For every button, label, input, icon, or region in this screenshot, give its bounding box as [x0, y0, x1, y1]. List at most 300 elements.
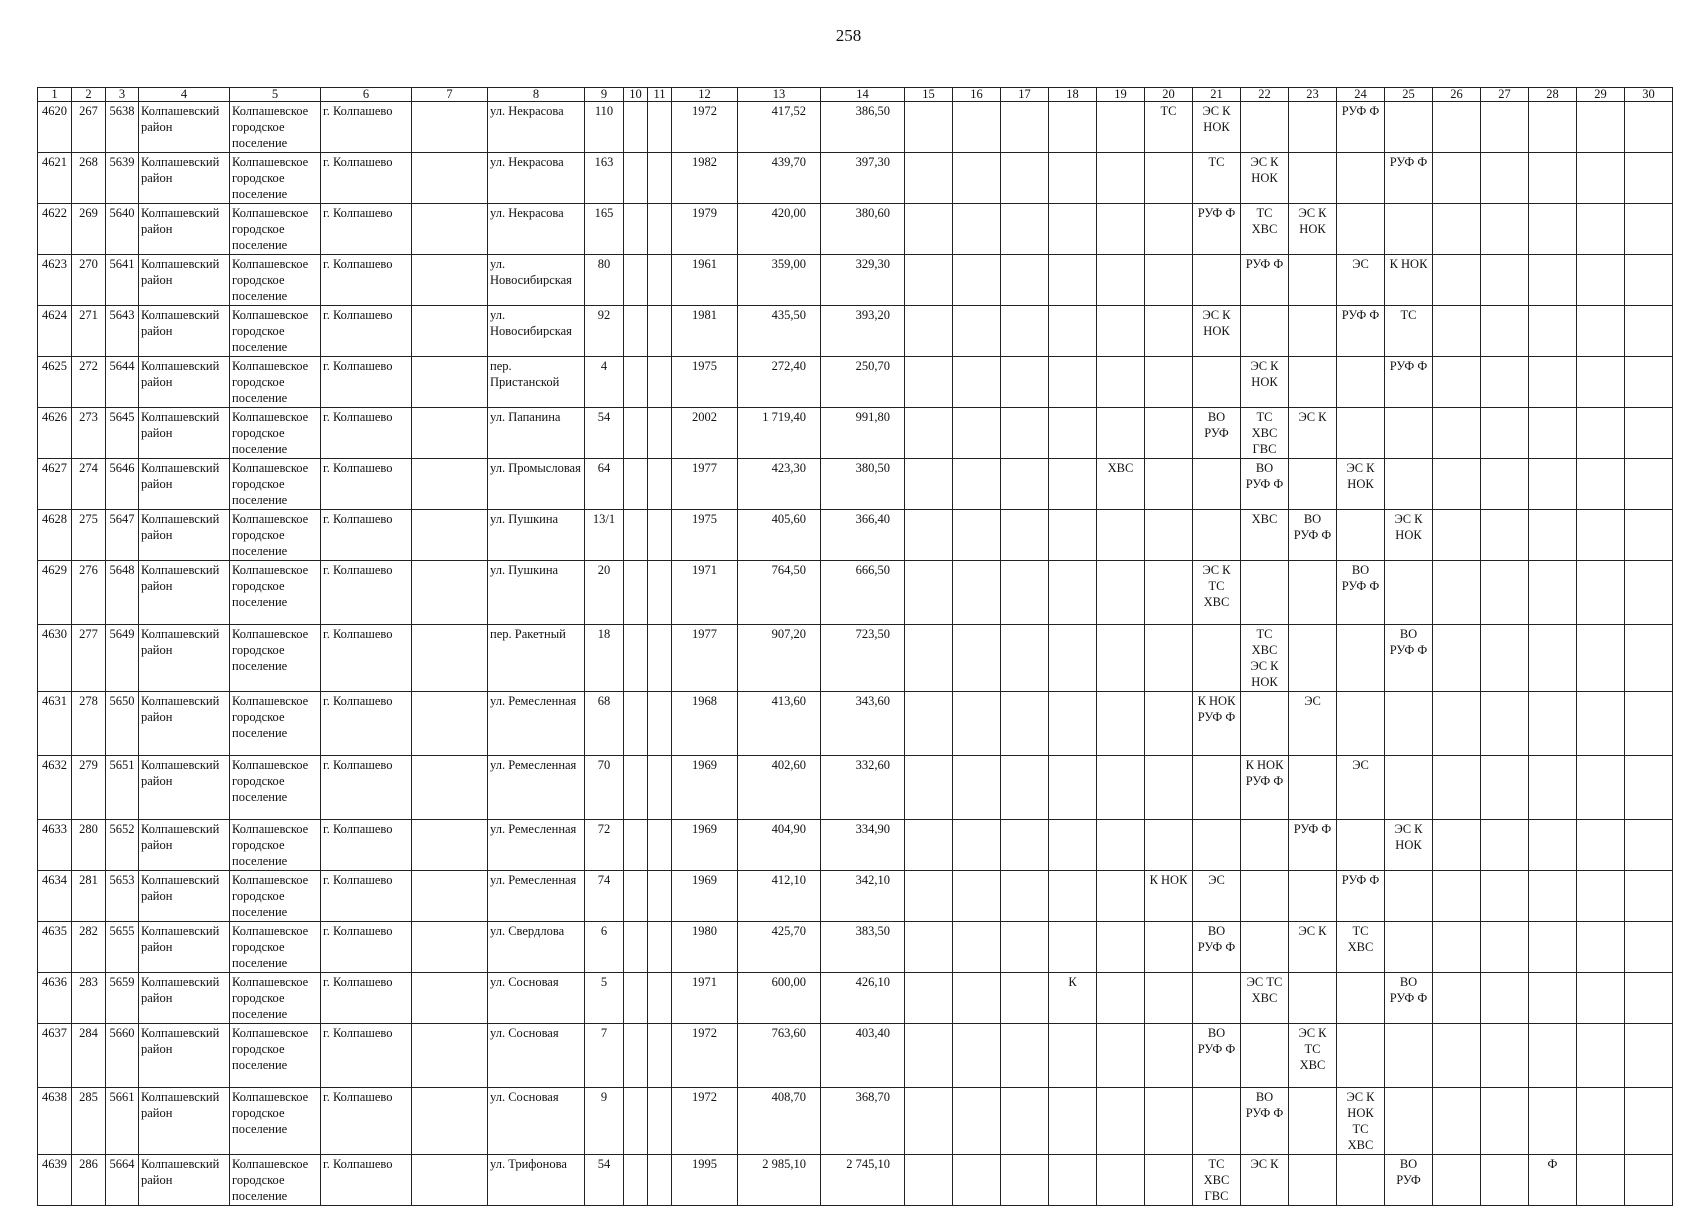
cell-col-23 — [1289, 625, 1337, 692]
cell-col-19 — [1097, 625, 1145, 692]
cell-col-14: 342,10 — [821, 871, 905, 922]
cell-col-22: РУФ Ф — [1241, 255, 1289, 306]
column-header-4: 4 — [139, 88, 230, 102]
cell-col-5: Колпашевское городское поселение — [230, 357, 321, 408]
cell-col-4: Колпашевский район — [139, 973, 230, 1024]
cell-col-29 — [1577, 408, 1625, 459]
cell-col-10 — [624, 1155, 648, 1206]
cell-col-25: ВО РУФ Ф — [1385, 973, 1433, 1024]
cell-col-22 — [1241, 561, 1289, 625]
cell-col-28 — [1529, 255, 1577, 306]
cell-col-20 — [1145, 306, 1193, 357]
cell-col-13: 272,40 — [738, 357, 821, 408]
cell-col-9: 72 — [585, 820, 624, 871]
cell-col-15 — [905, 357, 953, 408]
column-header-16: 16 — [953, 88, 1001, 102]
cell-col-30 — [1625, 459, 1673, 510]
column-header-21: 21 — [1193, 88, 1241, 102]
cell-col-13: 1 719,40 — [738, 408, 821, 459]
table-body — [38, 102, 1673, 1206]
column-header-5: 5 — [230, 88, 321, 102]
table-row — [38, 922, 1673, 973]
table-row — [38, 1088, 1673, 1155]
cell-col-10 — [624, 408, 648, 459]
cell-col-3: 5659 — [106, 973, 139, 1024]
cell-col-13: 439,70 — [738, 153, 821, 204]
cell-col-10 — [624, 459, 648, 510]
cell-col-1: 4628 — [38, 510, 72, 561]
cell-col-5: Колпашевское городское поселение — [230, 102, 321, 153]
cell-col-7 — [412, 459, 488, 510]
cell-col-17 — [1001, 408, 1049, 459]
cell-col-4: Колпашевский район — [139, 820, 230, 871]
cell-col-19 — [1097, 973, 1145, 1024]
cell-col-19 — [1097, 306, 1145, 357]
cell-col-20 — [1145, 561, 1193, 625]
cell-col-7 — [412, 820, 488, 871]
cell-col-9: 54 — [585, 1155, 624, 1206]
cell-col-13: 417,52 — [738, 102, 821, 153]
cell-col-11 — [648, 306, 672, 357]
cell-col-6: г. Колпашево — [321, 625, 412, 692]
cell-col-14: 426,10 — [821, 973, 905, 1024]
cell-col-3: 5653 — [106, 871, 139, 922]
cell-col-11 — [648, 1088, 672, 1155]
cell-col-25 — [1385, 871, 1433, 922]
cell-col-25 — [1385, 756, 1433, 820]
cell-col-1: 4629 — [38, 561, 72, 625]
cell-col-27 — [1481, 153, 1529, 204]
cell-col-15 — [905, 625, 953, 692]
cell-col-8: ул. Новосибирская — [488, 306, 585, 357]
cell-col-27 — [1481, 102, 1529, 153]
cell-col-11 — [648, 204, 672, 255]
cell-col-22: ХВС — [1241, 510, 1289, 561]
cell-col-6: г. Колпашево — [321, 922, 412, 973]
cell-col-7 — [412, 756, 488, 820]
cell-col-29 — [1577, 973, 1625, 1024]
cell-col-4: Колпашевский район — [139, 459, 230, 510]
cell-col-1: 4626 — [38, 408, 72, 459]
table-row — [38, 756, 1673, 820]
cell-col-4: Колпашевский район — [139, 756, 230, 820]
cell-col-13: 359,00 — [738, 255, 821, 306]
cell-col-21 — [1193, 255, 1241, 306]
cell-col-15 — [905, 306, 953, 357]
cell-col-10 — [624, 1088, 648, 1155]
cell-col-12: 1972 — [672, 1088, 738, 1155]
cell-col-6: г. Колпашево — [321, 102, 412, 153]
cell-col-10 — [624, 756, 648, 820]
cell-col-2: 271 — [72, 306, 106, 357]
cell-col-17 — [1001, 153, 1049, 204]
cell-col-2: 276 — [72, 561, 106, 625]
column-header-26: 26 — [1433, 88, 1481, 102]
cell-col-27 — [1481, 692, 1529, 756]
cell-col-13: 413,60 — [738, 692, 821, 756]
cell-col-28 — [1529, 1024, 1577, 1088]
cell-col-25: ЭС К НОК — [1385, 820, 1433, 871]
cell-col-18 — [1049, 561, 1097, 625]
cell-col-26 — [1433, 306, 1481, 357]
cell-col-10 — [624, 625, 648, 692]
cell-col-2: 279 — [72, 756, 106, 820]
column-header-9: 9 — [585, 88, 624, 102]
cell-col-1: 4638 — [38, 1088, 72, 1155]
cell-col-10 — [624, 204, 648, 255]
cell-col-7 — [412, 204, 488, 255]
cell-col-1: 4623 — [38, 255, 72, 306]
cell-col-9: 18 — [585, 625, 624, 692]
cell-col-13: 2 985,10 — [738, 1155, 821, 1206]
cell-col-16 — [953, 1088, 1001, 1155]
cell-col-10 — [624, 973, 648, 1024]
column-header-22: 22 — [1241, 88, 1289, 102]
cell-col-11 — [648, 153, 672, 204]
cell-col-3: 5641 — [106, 255, 139, 306]
table-row — [38, 1155, 1673, 1206]
cell-col-6: г. Колпашево — [321, 1088, 412, 1155]
cell-col-24: ВО РУФ Ф — [1337, 561, 1385, 625]
cell-col-23: ЭС К ТС ХВС — [1289, 1024, 1337, 1088]
column-header-27: 27 — [1481, 88, 1529, 102]
cell-col-18 — [1049, 820, 1097, 871]
cell-col-26 — [1433, 510, 1481, 561]
cell-col-12: 1969 — [672, 820, 738, 871]
cell-col-12: 1968 — [672, 692, 738, 756]
cell-col-25 — [1385, 1024, 1433, 1088]
cell-col-2: 269 — [72, 204, 106, 255]
cell-col-16 — [953, 1155, 1001, 1206]
cell-col-23 — [1289, 871, 1337, 922]
cell-col-24 — [1337, 973, 1385, 1024]
cell-col-8: ул. Промысловая — [488, 459, 585, 510]
cell-col-22: ЭС К — [1241, 1155, 1289, 1206]
table-row — [38, 820, 1673, 871]
cell-col-24 — [1337, 625, 1385, 692]
cell-col-19 — [1097, 255, 1145, 306]
cell-col-14: 368,70 — [821, 1088, 905, 1155]
column-header-10: 10 — [624, 88, 648, 102]
cell-col-27 — [1481, 306, 1529, 357]
cell-col-22: ТС ХВС ЭС К НОК — [1241, 625, 1289, 692]
column-header-30: 30 — [1625, 88, 1673, 102]
cell-col-17 — [1001, 820, 1049, 871]
cell-col-15 — [905, 692, 953, 756]
cell-col-3: 5651 — [106, 756, 139, 820]
column-header-15: 15 — [905, 88, 953, 102]
cell-col-6: г. Колпашево — [321, 510, 412, 561]
cell-col-24: ТС ХВС — [1337, 922, 1385, 973]
cell-col-6: г. Колпашево — [321, 357, 412, 408]
cell-col-28 — [1529, 973, 1577, 1024]
cell-col-25: ВО РУФ — [1385, 1155, 1433, 1206]
cell-col-14: 723,50 — [821, 625, 905, 692]
cell-col-4: Колпашевский район — [139, 561, 230, 625]
cell-col-12: 1972 — [672, 102, 738, 153]
cell-col-25 — [1385, 561, 1433, 625]
cell-col-9: 74 — [585, 871, 624, 922]
cell-col-28 — [1529, 408, 1577, 459]
cell-col-29 — [1577, 357, 1625, 408]
cell-col-20 — [1145, 510, 1193, 561]
cell-col-8: ул. Некрасова — [488, 102, 585, 153]
cell-col-13: 425,70 — [738, 922, 821, 973]
cell-col-21: ТС — [1193, 153, 1241, 204]
cell-col-8: ул. Сосновая — [488, 1024, 585, 1088]
cell-col-17 — [1001, 459, 1049, 510]
cell-col-13: 435,50 — [738, 306, 821, 357]
cell-col-23 — [1289, 1155, 1337, 1206]
cell-col-18 — [1049, 1155, 1097, 1206]
cell-col-14: 329,30 — [821, 255, 905, 306]
column-header-23: 23 — [1289, 88, 1337, 102]
cell-col-27 — [1481, 922, 1529, 973]
cell-col-25: ВО РУФ Ф — [1385, 625, 1433, 692]
cell-col-28 — [1529, 153, 1577, 204]
cell-col-1: 4634 — [38, 871, 72, 922]
cell-col-6: г. Колпашево — [321, 756, 412, 820]
table-row — [38, 408, 1673, 459]
cell-col-3: 5648 — [106, 561, 139, 625]
cell-col-30 — [1625, 1024, 1673, 1088]
cell-col-28 — [1529, 561, 1577, 625]
cell-col-23: ЭС К — [1289, 408, 1337, 459]
cell-col-19 — [1097, 692, 1145, 756]
cell-col-7 — [412, 1155, 488, 1206]
cell-col-12: 1981 — [672, 306, 738, 357]
cell-col-27 — [1481, 625, 1529, 692]
cell-col-30 — [1625, 922, 1673, 973]
cell-col-8: ул. Новосибирская — [488, 255, 585, 306]
cell-col-17 — [1001, 756, 1049, 820]
cell-col-22 — [1241, 820, 1289, 871]
cell-col-30 — [1625, 1088, 1673, 1155]
cell-col-3: 5639 — [106, 153, 139, 204]
cell-col-21: ТС ХВС ГВС — [1193, 1155, 1241, 1206]
table-row — [38, 561, 1673, 625]
cell-col-16 — [953, 459, 1001, 510]
cell-col-2: 281 — [72, 871, 106, 922]
cell-col-29 — [1577, 306, 1625, 357]
cell-col-29 — [1577, 1024, 1625, 1088]
cell-col-1: 4624 — [38, 306, 72, 357]
cell-col-15 — [905, 408, 953, 459]
cell-col-11 — [648, 692, 672, 756]
cell-col-12: 1971 — [672, 561, 738, 625]
cell-col-20 — [1145, 1024, 1193, 1088]
cell-col-19 — [1097, 510, 1145, 561]
cell-col-8: ул. Ремесленная — [488, 820, 585, 871]
cell-col-8: ул. Ремесленная — [488, 756, 585, 820]
cell-col-17 — [1001, 1024, 1049, 1088]
cell-col-23 — [1289, 255, 1337, 306]
cell-col-20 — [1145, 153, 1193, 204]
cell-col-16 — [953, 204, 1001, 255]
cell-col-23 — [1289, 306, 1337, 357]
cell-col-11 — [648, 1024, 672, 1088]
cell-col-15 — [905, 510, 953, 561]
cell-col-20 — [1145, 1155, 1193, 1206]
cell-col-21: ЭС К ТС ХВС — [1193, 561, 1241, 625]
cell-col-23 — [1289, 459, 1337, 510]
cell-col-26 — [1433, 1155, 1481, 1206]
cell-col-30 — [1625, 973, 1673, 1024]
cell-col-28 — [1529, 820, 1577, 871]
cell-col-18 — [1049, 756, 1097, 820]
cell-col-11 — [648, 1155, 672, 1206]
table-row — [38, 510, 1673, 561]
cell-col-16 — [953, 255, 1001, 306]
cell-col-3: 5660 — [106, 1024, 139, 1088]
cell-col-17 — [1001, 204, 1049, 255]
cell-col-26 — [1433, 1024, 1481, 1088]
cell-col-22: ТС ХВС — [1241, 204, 1289, 255]
cell-col-4: Колпашевский район — [139, 510, 230, 561]
cell-col-2: 275 — [72, 510, 106, 561]
cell-col-20 — [1145, 204, 1193, 255]
cell-col-14: 403,40 — [821, 1024, 905, 1088]
column-header-6: 6 — [321, 88, 412, 102]
cell-col-1: 4625 — [38, 357, 72, 408]
table-row — [38, 871, 1673, 922]
cell-col-8: ул. Трифонова — [488, 1155, 585, 1206]
cell-col-7 — [412, 102, 488, 153]
cell-col-18 — [1049, 204, 1097, 255]
cell-col-26 — [1433, 408, 1481, 459]
cell-col-23 — [1289, 357, 1337, 408]
cell-col-13: 907,20 — [738, 625, 821, 692]
cell-col-26 — [1433, 871, 1481, 922]
cell-col-19 — [1097, 357, 1145, 408]
cell-col-27 — [1481, 459, 1529, 510]
cell-col-23 — [1289, 973, 1337, 1024]
cell-col-28 — [1529, 306, 1577, 357]
cell-col-15 — [905, 204, 953, 255]
cell-col-27 — [1481, 408, 1529, 459]
cell-col-24 — [1337, 357, 1385, 408]
cell-col-16 — [953, 510, 1001, 561]
cell-col-15 — [905, 756, 953, 820]
cell-col-17 — [1001, 625, 1049, 692]
cell-col-2: 267 — [72, 102, 106, 153]
cell-col-13: 405,60 — [738, 510, 821, 561]
cell-col-26 — [1433, 561, 1481, 625]
cell-col-29 — [1577, 153, 1625, 204]
cell-col-27 — [1481, 756, 1529, 820]
cell-col-6: г. Колпашево — [321, 692, 412, 756]
cell-col-17 — [1001, 1088, 1049, 1155]
cell-col-21: ЭС К НОК — [1193, 102, 1241, 153]
cell-col-21: РУФ Ф — [1193, 204, 1241, 255]
cell-col-15 — [905, 1155, 953, 1206]
cell-col-5: Колпашевское городское поселение — [230, 820, 321, 871]
cell-col-24: ЭС К НОК — [1337, 459, 1385, 510]
cell-col-25 — [1385, 1088, 1433, 1155]
column-header-18: 18 — [1049, 88, 1097, 102]
cell-col-29 — [1577, 459, 1625, 510]
cell-col-28 — [1529, 871, 1577, 922]
cell-col-20 — [1145, 820, 1193, 871]
cell-col-26 — [1433, 625, 1481, 692]
cell-col-12: 1969 — [672, 756, 738, 820]
cell-col-17 — [1001, 510, 1049, 561]
cell-col-30 — [1625, 204, 1673, 255]
cell-col-11 — [648, 102, 672, 153]
cell-col-26 — [1433, 102, 1481, 153]
cell-col-6: г. Колпашево — [321, 973, 412, 1024]
cell-col-9: 4 — [585, 357, 624, 408]
cell-col-20 — [1145, 357, 1193, 408]
column-header-17: 17 — [1001, 88, 1049, 102]
page-number: 258 — [835, 26, 862, 45]
cell-col-30 — [1625, 625, 1673, 692]
cell-col-9: 7 — [585, 1024, 624, 1088]
cell-col-26 — [1433, 459, 1481, 510]
table-row — [38, 204, 1673, 255]
cell-col-30 — [1625, 102, 1673, 153]
cell-col-27 — [1481, 561, 1529, 625]
cell-col-25 — [1385, 459, 1433, 510]
cell-col-11 — [648, 510, 672, 561]
cell-col-27 — [1481, 1024, 1529, 1088]
cell-col-13: 404,90 — [738, 820, 821, 871]
cell-col-23 — [1289, 102, 1337, 153]
cell-col-23 — [1289, 153, 1337, 204]
cell-col-19 — [1097, 820, 1145, 871]
cell-col-10 — [624, 871, 648, 922]
column-header-28: 28 — [1529, 88, 1577, 102]
cell-col-28: Ф — [1529, 1155, 1577, 1206]
cell-col-8: ул. Пушкина — [488, 561, 585, 625]
cell-col-1: 4630 — [38, 625, 72, 692]
cell-col-22 — [1241, 922, 1289, 973]
cell-col-14: 380,60 — [821, 204, 905, 255]
cell-col-3: 5644 — [106, 357, 139, 408]
cell-col-26 — [1433, 692, 1481, 756]
cell-col-11 — [648, 459, 672, 510]
cell-col-2: 284 — [72, 1024, 106, 1088]
cell-col-29 — [1577, 1155, 1625, 1206]
cell-col-22: К НОК РУФ Ф — [1241, 756, 1289, 820]
cell-col-16 — [953, 561, 1001, 625]
cell-col-19 — [1097, 153, 1145, 204]
cell-col-12: 1977 — [672, 625, 738, 692]
register-table — [37, 87, 1673, 1206]
cell-col-5: Колпашевское городское поселение — [230, 871, 321, 922]
cell-col-20 — [1145, 408, 1193, 459]
cell-col-16 — [953, 408, 1001, 459]
cell-col-4: Колпашевский район — [139, 871, 230, 922]
cell-col-18: К — [1049, 973, 1097, 1024]
cell-col-27 — [1481, 820, 1529, 871]
cell-col-4: Колпашевский район — [139, 922, 230, 973]
cell-col-26 — [1433, 153, 1481, 204]
cell-col-14: 332,60 — [821, 756, 905, 820]
cell-col-25: РУФ Ф — [1385, 153, 1433, 204]
cell-col-16 — [953, 102, 1001, 153]
cell-col-20 — [1145, 625, 1193, 692]
cell-col-25 — [1385, 408, 1433, 459]
cell-col-9: 165 — [585, 204, 624, 255]
cell-col-7 — [412, 408, 488, 459]
cell-col-4: Колпашевский район — [139, 1088, 230, 1155]
cell-col-16 — [953, 973, 1001, 1024]
cell-col-28 — [1529, 1088, 1577, 1155]
cell-col-28 — [1529, 459, 1577, 510]
cell-col-18 — [1049, 306, 1097, 357]
cell-col-10 — [624, 255, 648, 306]
